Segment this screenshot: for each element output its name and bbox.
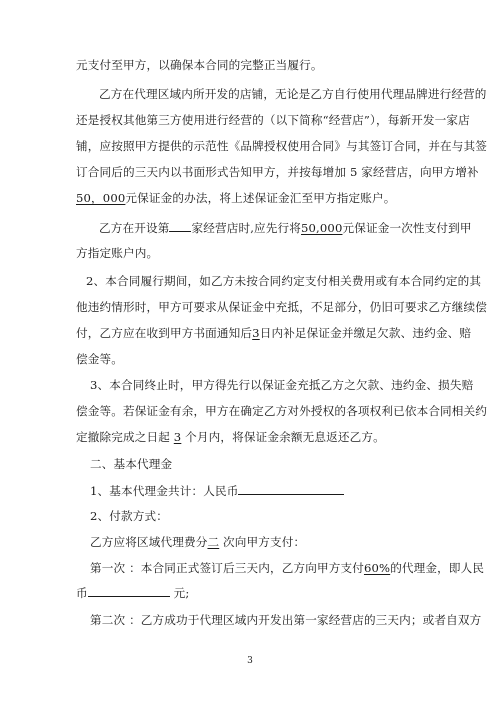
text-span: 元支付至甲方，以确保本合同的完整正当履行。 [76, 58, 323, 72]
text-span: 2、付款方式： [90, 509, 168, 523]
text-span: 他违约情形时，甲方可要求从保证金中充抵，不足部分，仍旧可要求乙方继续偿 [76, 300, 488, 314]
item-line [90, 534, 442, 550]
text-span: 付，乙方应在收到甲方书面通知后 [76, 326, 253, 340]
percent-value: 60% [363, 561, 391, 575]
text-span: 元保证金的办法，将上述保证金汇至甲方指定账户。 [125, 191, 396, 205]
deposit-amount: 50，000 [76, 191, 126, 205]
text-span: 日内补足保证金并缴足欠款、违约金、赔 [259, 326, 472, 340]
store-number-blank [169, 219, 191, 232]
page-number: 3 [247, 656, 253, 666]
paragraph-line [76, 164, 479, 180]
installments-value: 二 [207, 535, 220, 549]
paragraph-line [76, 190, 428, 206]
text-span: 铺，应按照甲方提供的示范性《品牌授权使用合同》与其签订合同，并在与其签 [76, 139, 488, 153]
text-span: 元保证金一次性支付到甲 [342, 221, 472, 235]
text-span: 方指定账户内。 [76, 246, 159, 260]
text-span: 乙方在开设第 [99, 221, 170, 235]
item-line [90, 560, 485, 576]
text-span: 定撤除完成之日起 [76, 430, 170, 444]
months-value: 3 [173, 430, 182, 444]
text-span: 第二次 ：乙方成功于代理区域内开发出第一家经营店的三天内；或者自双方 [90, 613, 482, 627]
paragraph-intro [76, 57, 428, 73]
text-span: 第一次 ：本合同正式签订后三天内，乙方向甲方支付 [90, 561, 364, 575]
text-span: 乙方应将区域代理费分 [90, 535, 208, 549]
paragraph-line [76, 429, 428, 445]
text-span: 3、本合同终止时，甲方得先行以保证金充抵乙方之欠款、违约金、损失赔 [90, 378, 474, 392]
item-line [90, 482, 442, 499]
paragraph-line [76, 219, 472, 236]
paragraph-line [76, 138, 488, 154]
item-line [90, 612, 482, 628]
text-span: 个月内，将保证金余额无息返还乙方。 [185, 430, 385, 444]
item-line [90, 508, 442, 524]
amount-blank [88, 584, 170, 597]
paragraph-line [76, 351, 428, 367]
text-span: 元; [173, 586, 190, 600]
days-value: 3 [252, 326, 260, 340]
paragraph-line [76, 299, 488, 315]
text-span: 次向甲方支付： [223, 535, 306, 549]
paragraph-line [76, 403, 488, 419]
paragraph-line [76, 273, 482, 289]
text-span: 币 [76, 586, 88, 600]
text-span: 偿金等。 [76, 352, 123, 366]
paragraph-line [76, 377, 474, 393]
text-span: 乙方在代理区域内所开发的店铺，无论是乙方自行使用代理品牌进行经营的 [99, 87, 487, 101]
text-span: 2、本合同履行期间，如乙方未按合同约定支付相关费用或有本合同约定的其 [86, 274, 482, 288]
paragraph-line [76, 325, 472, 341]
text-span: 家经营店时,应先行将 [191, 221, 301, 235]
item-line [76, 584, 428, 601]
section-title: 二、基本代理金 [90, 457, 173, 471]
section-heading [90, 456, 442, 472]
paragraph-line [76, 245, 428, 261]
paragraph-line [76, 86, 487, 102]
text-span: 的代理金，即人民 [390, 561, 485, 575]
text-span: 还是授权其他第三方使用进行经营的（以下简称“经营店”），每新开发一家店 [76, 113, 470, 127]
text-span: 订合同后的三天内以书面形式告知甲方，并按每增加 5 家经营店，向甲方增补 [76, 165, 479, 179]
paragraph-line [76, 112, 470, 128]
text-span: 1、基本代理金共计：人民币 [90, 484, 239, 498]
text-span: 偿金等。若保证金有余，甲方在确定乙方对外授权的各项权利已依本合同相关约 [76, 404, 488, 418]
amount-blank [238, 482, 344, 495]
deposit-amount: 50,000 [301, 221, 343, 235]
